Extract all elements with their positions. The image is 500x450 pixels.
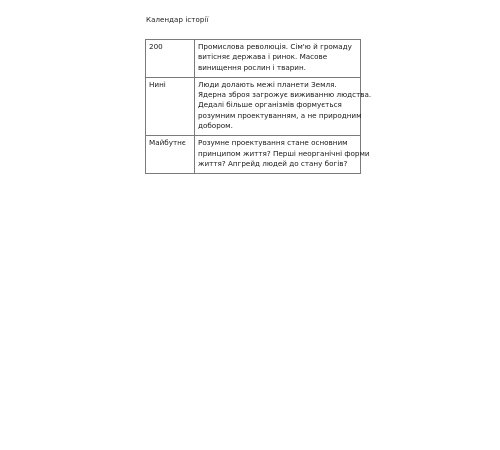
description-line: Люди долають межі планети Земля. xyxy=(198,79,337,89)
description-line: витісняє держава і ринок. Масове xyxy=(198,52,328,62)
description-line: розумним проектуванням, а не природним xyxy=(198,110,362,120)
description-line: Промислова революція. Сім'ю й громаду xyxy=(198,42,352,51)
table-row xyxy=(146,136,361,174)
page-title: Календар історії xyxy=(146,16,209,24)
period-cell: 200 xyxy=(146,40,195,78)
description-line: винищення рослин і тварин. xyxy=(198,62,306,72)
history-calendar-table xyxy=(145,39,372,174)
table-row xyxy=(146,40,361,78)
description-line: добором. xyxy=(198,121,233,131)
description-line: Дедалі більше організмів формується xyxy=(198,100,342,110)
description-cell xyxy=(195,40,361,78)
description-line: Розумне проектування стане основним xyxy=(198,138,348,148)
period-cell: Майбутнє xyxy=(146,136,195,174)
description-line: Ядерна зброя загрожує виживанню людства. xyxy=(198,90,372,100)
table-row xyxy=(146,77,361,135)
description-line: принципом життя? Перші неорганічні форми xyxy=(198,148,370,158)
description-line: життя? Апгрейд людей до стану богів? xyxy=(198,158,348,168)
description-cell xyxy=(195,77,372,135)
description-cell xyxy=(195,136,370,174)
period-cell: Нині xyxy=(146,77,195,135)
